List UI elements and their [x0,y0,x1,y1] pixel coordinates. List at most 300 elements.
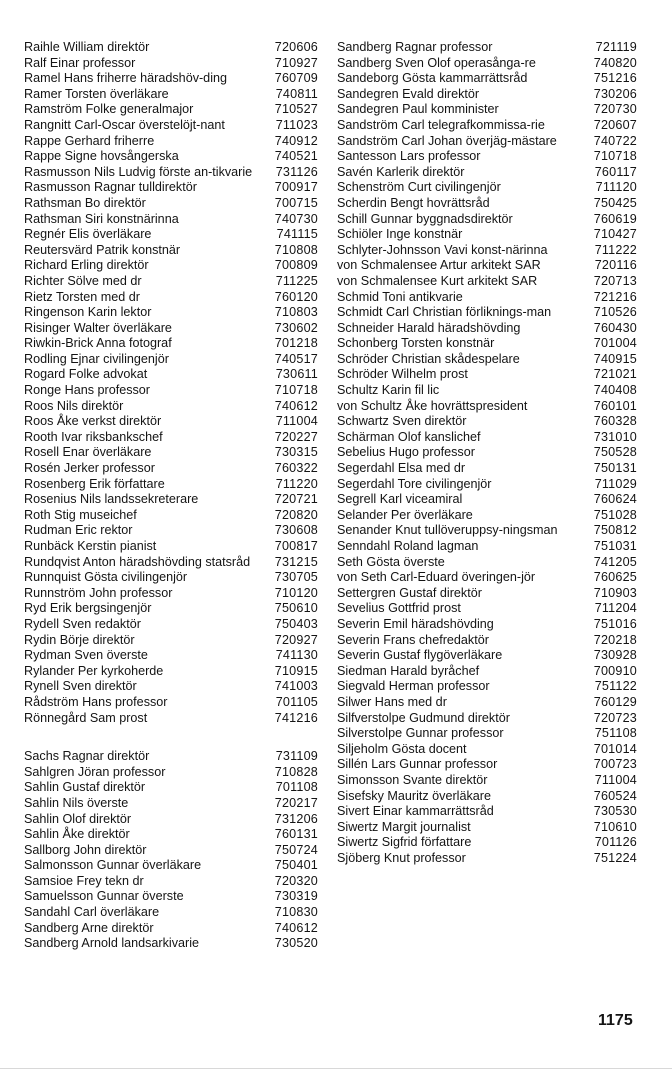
entry-code: 721021 [593,367,637,382]
entry-name: Simonsson Svante direktör [337,772,488,787]
list-item [337,851,637,867]
list-item [337,102,637,118]
entry-name: Runnström John professor [24,585,173,600]
list-item [24,492,324,508]
list-item [24,399,324,415]
entry-code: 710830 [274,905,318,920]
list-item [24,936,324,952]
list-item [337,399,637,415]
entry-code: 760131 [274,827,318,842]
entry-name: Sandeborg Gösta kammarrättsråd [337,71,528,86]
entry-code: 700910 [593,663,637,678]
entry-name: Rogard Folke advokat [24,367,148,382]
list-item [24,555,324,571]
entry-name: von Schultz Åke hovrättspresident [337,398,528,413]
list-item [24,586,324,602]
list-item [337,726,637,742]
entry-name: Richter Sölve med dr [24,273,142,288]
entry-code: 710718 [274,383,318,398]
list-item [337,414,637,430]
entry-name: Sivert Einar kammarrättsråd [337,804,494,819]
entry-name: Ramel Hans friherre häradshöv-ding [24,71,227,86]
entry-code: 710427 [593,227,637,242]
entry-name: Schultz Karin fil lic [337,383,440,398]
entry-code: 701004 [593,336,637,351]
entry-code: 741003 [274,679,318,694]
list-item [337,586,637,602]
entry-name: Roth Stig museichef [24,507,137,522]
entry-code: 741115 [276,227,318,242]
entry-name: Santesson Lars professor [337,149,481,164]
entry-name: Settergren Gustaf direktör [337,585,482,600]
entry-code: 731206 [274,811,318,826]
entry-name: Rietz Torsten med dr [24,289,140,304]
entry-name: Sisefsky Mauritz överläkare [337,788,491,803]
list-item [337,539,637,555]
entry-name: Sahlin Nils överste [24,795,129,810]
list-item [24,71,324,87]
list-item [337,695,637,711]
entry-code: 760430 [593,320,637,335]
entry-code: 701126 [594,835,637,850]
entry-code: 720607 [593,117,637,132]
entry-name: Ryd Erik bergsingenjör [24,601,152,616]
entry-code: 710120 [274,585,318,600]
list-item [337,789,637,805]
entry-name: Schiöler Inge konstnär [337,227,463,242]
entry-code: 701105 [275,694,318,709]
list-item [24,617,324,633]
entry-code: 740612 [274,398,318,413]
entry-name: Severin Emil häradshövding [337,616,494,631]
list-item [24,180,324,196]
list-item [24,274,324,290]
list-item [24,367,324,383]
entry-name: Selander Per överläkare [337,507,473,522]
entry-name: Ronge Hans professor [24,383,151,398]
entry-name: Schenström Curt civilingenjör [337,180,501,195]
entry-code: 740521 [274,149,318,164]
entry-name: Sachs Ragnar direktör [24,749,150,764]
list-item [337,274,637,290]
entry-code: 741205 [593,554,637,569]
entry-name: Severin Gustaf flygöverläkare [337,648,503,663]
list-item [337,165,637,181]
entry-name: Sahlin Gustaf direktör [24,780,146,795]
entry-code: 750401 [274,858,318,873]
entry-name: Sahlin Åke direktör [24,827,130,842]
list-item [24,633,324,649]
entry-code: 760120 [274,289,318,304]
entry-name: Sandström Carl Johan överjäg-mästare [337,133,557,148]
entry-code: 751016 [593,616,637,631]
list-item [24,352,324,368]
entry-code: 710808 [274,242,318,257]
entry-name: Samuelsson Gunnar överste [24,889,184,904]
entry-name: Rydin Börje direktör [24,632,135,647]
list-item [337,555,637,571]
list-item [24,149,324,165]
list-item [337,212,637,228]
list-item [337,601,637,617]
entry-code: 751028 [593,507,637,522]
list-item [24,749,324,765]
list-item [337,430,637,446]
list-item [337,757,637,773]
entry-code: 711004 [594,772,637,787]
list-item [337,87,637,103]
entry-code: 700723 [593,757,637,772]
entry-code: 740408 [593,383,637,398]
entry-name: Raihle William direktör [24,40,150,54]
entry-name: Savén Karlerik direktör [337,164,465,179]
entry-code: 710927 [274,55,318,70]
entry-code: 720116 [594,258,637,273]
entry-code: 750403 [274,616,318,631]
entry-name: Siljeholm Gösta docent [337,741,467,756]
list-item [24,196,324,212]
list-item [24,695,324,711]
list-item [24,765,324,781]
entry-name: Siedman Harald byråchef [337,663,480,678]
entry-code: 750724 [274,842,318,857]
entry-name: Rudman Eric rektor [24,523,133,538]
list-item [337,461,637,477]
list-item [337,134,637,150]
entry-code: 730608 [274,523,318,538]
entry-name: Rosell Enar överläkare [24,445,152,460]
entry-name: Roos Nils direktör [24,398,124,413]
entry-name: Sebelius Hugo professor [337,445,475,460]
list-item [337,679,637,695]
entry-code: 750610 [274,601,318,616]
list-item [24,780,324,796]
entry-name: Sjöberg Knut professor [337,850,466,865]
list-item [337,804,637,820]
entry-code: 730319 [274,889,318,904]
list-item [337,227,637,243]
entry-name: Regnér Elis överläkare [24,227,152,242]
list-item [337,336,637,352]
list-item [24,843,324,859]
entry-code: 751122 [594,679,637,694]
entry-name: Ramer Torsten överläkare [24,86,169,101]
list-item [24,679,324,695]
entry-name: Rappe Signe hovsångerska [24,149,179,164]
list-item [337,523,637,539]
entry-code: 710718 [593,149,637,164]
list-item [337,290,637,306]
list-item [24,889,324,905]
entry-code: 720721 [274,492,318,507]
entry-code: 741130 [275,648,318,663]
entry-code: 740517 [274,351,318,366]
entry-code: 711222 [594,242,637,257]
entry-name: Schärman Olof kanslichef [337,429,481,444]
entry-name: Ringenson Karin lektor [24,305,152,320]
entry-name: Rodling Ejnar civilingenjör [24,351,169,366]
entry-name: Risinger Walter överläkare [24,320,172,335]
entry-name: Sandberg Arne direktör [24,920,154,935]
entry-code: 711029 [594,476,637,491]
list-item [337,648,637,664]
list-item [24,508,324,524]
list-item [337,820,637,836]
entry-name: Rasmusson Nils Ludvig förste an-tikvarie [24,164,253,179]
entry-name: Rådström Hans professor [24,694,168,709]
list-item [24,796,324,812]
entry-code: 711004 [275,414,318,429]
entry-name: Richard Erling direktör [24,258,149,273]
entry-code: 711220 [275,476,318,491]
list-item [24,212,324,228]
entry-code: 730705 [274,570,318,585]
entry-code: 711204 [594,601,637,616]
entry-code: 740820 [593,55,637,70]
list-item [24,165,324,181]
entry-code: 731126 [275,164,318,179]
list-item [24,243,324,259]
list-item [337,258,637,274]
section-gap [24,726,324,749]
entry-code: 720320 [274,873,318,888]
list-item [337,305,637,321]
entry-name: Silverstolpe Gunnar professor [337,726,504,741]
list-item [24,87,324,103]
entry-code: 711120 [595,180,637,195]
list-item [24,414,324,430]
list-item [337,40,637,56]
entry-name: Rylander Per kyrkoherde [24,663,164,678]
list-item [24,477,324,493]
entry-code: 720927 [274,632,318,647]
entry-code: 721119 [595,40,637,54]
entry-name: Silfverstolpe Gudmund direktör [337,710,510,725]
list-item [337,352,637,368]
list-item [337,367,637,383]
entry-code: 720730 [593,102,637,117]
entry-name: Samsioe Frey tekn dr [24,873,144,888]
entry-name: Rosén Jerker professor [24,461,155,476]
entry-code: 741216 [274,710,318,725]
entry-code: 710610 [593,819,637,834]
list-item [24,664,324,680]
list-item [337,196,637,212]
entry-name: Sandegren Evald direktör [337,86,480,101]
entry-code: 750425 [593,195,637,210]
list-item [24,430,324,446]
entry-name: Schröder Wilhelm prost [337,367,468,382]
entry-name: Runbäck Kerstin pianist [24,539,157,553]
list-item [337,617,637,633]
entry-name: Rynell Sven direktör [24,679,137,694]
list-item [24,383,324,399]
entry-name: von Schmalensee Artur arkitekt SAR [337,258,541,273]
entry-code: 720227 [274,429,318,444]
entry-name: Riwkin-Brick Anna fotograf [24,336,172,351]
entry-name: Seth Gösta överste [337,554,445,569]
entry-name: Schmidt Carl Christian förliknings-man [337,305,552,320]
list-item [24,461,324,477]
entry-name: Schmid Toni antikvarie [337,289,463,304]
entry-code: 760117 [594,164,637,179]
list-item [24,827,324,843]
entry-name: Sandberg Ragnar professor [337,40,493,54]
entry-name: Siwertz Sigfrid författare [337,835,472,850]
list-item [24,905,324,921]
entry-code: 730520 [274,936,318,951]
entry-code: 700715 [274,195,318,210]
entry-name: von Seth Carl-Eduard överingen-jör [337,570,536,585]
entry-code: 731010 [593,429,637,444]
entry-code: 760624 [593,492,637,507]
entry-name: Sallborg John direktör [24,842,147,857]
entry-name: Rydman Sven överste [24,648,148,663]
list-item [24,336,324,352]
list-item [24,118,324,134]
list-item [24,102,324,118]
list-item [24,40,324,56]
entry-code: 710903 [593,585,637,600]
list-item [337,180,637,196]
entry-code: 751031 [593,539,637,553]
list-item [337,118,637,134]
list-item [24,305,324,321]
entry-name: Sahlgren Jöran professor [24,764,166,779]
entry-code: 700809 [274,258,318,273]
entry-code: 750528 [593,445,637,460]
entry-code: 750131 [593,461,637,476]
entry-name: Sandberg Arnold landsarkivarie [24,936,200,951]
entry-code: 720217 [274,795,318,810]
entry-code: 730611 [275,367,318,382]
entry-name: Runnquist Gösta civilingenjör [24,570,188,585]
entry-code: 720723 [593,710,637,725]
list-item [337,321,637,337]
list-item [337,835,637,851]
entry-name: Schneider Harald häradshövding [337,320,521,335]
entry-name: Rosenberg Erik författare [24,476,165,491]
entry-name: Segerdahl Elsa med dr [337,461,466,476]
entry-name: Rönnegård Sam prost [24,710,148,725]
entry-name: Severin Frans chefredaktör [337,632,489,647]
list-item [24,874,324,890]
list-item [337,71,637,87]
entry-code: 760709 [274,71,318,86]
entry-code: 730530 [593,804,637,819]
list-item [24,648,324,664]
list-item [337,711,637,727]
list-item [337,742,637,758]
entry-code: 720713 [593,273,637,288]
list-item [337,56,637,72]
entry-code: 711023 [275,117,318,132]
entry-name: Sevelius Gottfrid prost [337,601,461,616]
entry-code: 710526 [593,305,637,320]
list-item [24,258,324,274]
entry-code: 720218 [593,632,637,647]
entry-name: Salmonsson Gunnar överläkare [24,858,202,873]
list-item [24,570,324,586]
list-item [337,492,637,508]
entry-code: 710527 [274,102,318,117]
entry-code: 751108 [594,726,637,741]
entry-code: 700917 [274,180,318,195]
entry-name: Senander Knut tullöveruppsy-ningsman [337,523,558,538]
entry-code: 700817 [274,539,318,553]
list-item [24,445,324,461]
list-item [24,812,324,828]
entry-code: 740612 [274,920,318,935]
entry-name: Ramström Folke generalmajor [24,102,194,117]
entry-code: 740912 [274,133,318,148]
entry-name: Silwer Hans med dr [337,694,447,709]
entry-code: 701218 [274,336,318,351]
list-item [24,56,324,72]
entry-code: 760625 [593,570,637,585]
entry-code: 760328 [593,414,637,429]
entry-name: Scherdin Bengt hovrättsråd [337,195,490,210]
list-item [24,711,324,727]
entry-code: 760101 [593,398,637,413]
entry-name: Rathsman Bo direktör [24,195,146,210]
entry-name: Senndahl Roland lagman [337,539,479,553]
entry-code: 760129 [593,694,637,709]
entry-name: Rosenius Nils landssekreterare [24,492,199,507]
entry-name: Rundqvist Anton häradshövding statsråd [24,554,251,569]
entry-name: Sillén Lars Gunnar professor [337,757,498,772]
list-item [24,601,324,617]
entry-name: Segrell Karl viceamiral [337,492,463,507]
entry-name: Rangnitt Carl-Oscar överstelöjt-nant [24,117,225,132]
list-item [337,445,637,461]
entry-name: Rooth Ivar riksbankschef [24,429,163,444]
entry-name: Rydell Sven redaktör [24,616,141,631]
page-number: 1175 [598,1012,633,1029]
entry-name: Schröder Christian skådespelare [337,351,520,366]
entry-code: 760524 [593,788,637,803]
entry-name: von Schmalensee Kurt arkitekt SAR [337,273,538,288]
entry-name: Segerdahl Tore civilingenjör [337,476,492,491]
list-item [337,508,637,524]
entry-code: 730928 [593,648,637,663]
list-item [337,664,637,680]
entry-name: Sahlin Olof direktör [24,811,132,826]
entry-code: 710915 [274,663,318,678]
entry-name: Schwartz Sven direktör [337,414,467,429]
entry-code: 740811 [275,86,318,101]
entry-code: 731109 [275,749,318,764]
list-item [24,858,324,874]
entry-code: 720606 [274,40,318,54]
entry-code: 760322 [274,461,318,476]
entry-code: 751216 [593,71,637,86]
entry-code: 730315 [274,445,318,460]
entry-name: Sandberg Sven Olof operasånga-re [337,55,536,70]
list-item [337,633,637,649]
entry-name: Schonberg Torsten konstnär [337,336,495,351]
list-item [24,227,324,243]
right-column [337,40,637,866]
entry-code: 740730 [274,211,318,226]
entry-code: 720820 [274,507,318,522]
entry-code: 710803 [274,305,318,320]
list-item [337,477,637,493]
entry-code: 740915 [593,351,637,366]
entry-code: 740722 [593,133,637,148]
entry-name: Rathsman Siri konstnärinna [24,211,179,226]
entry-name: Sandegren Paul komminister [337,102,499,117]
